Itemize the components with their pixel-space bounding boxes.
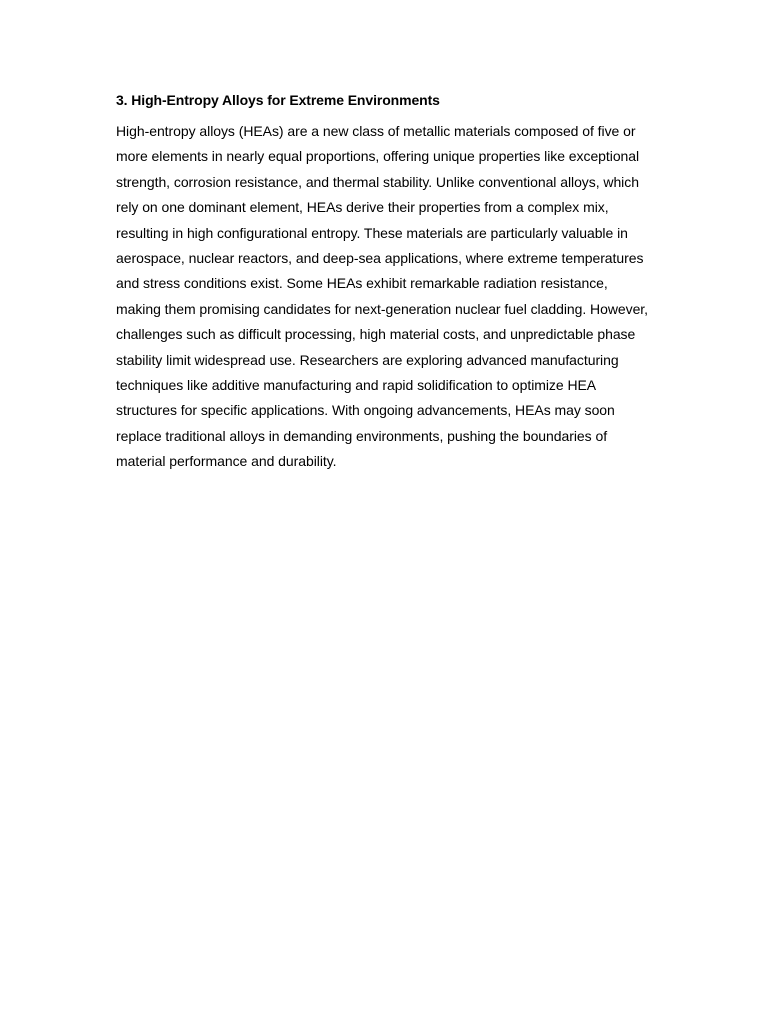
section-heading: 3. High-Entropy Alloys for Extreme Environments (116, 92, 440, 108)
document-content (116, 90, 656, 475)
body-paragraph: High-entropy alloys (HEAs) are a new class of metallic materials composed of five or more elements in nearly equal proportions, offering unique properties like exceptional strength, corrosion resistance, and thermal stability. Unlike conventional alloys, which rely on one dominant element, HEAs derive their properties from a complex mix, resulting in high configurational entropy. These materials are particularly valuable in aerospace, nuclear reactors, and deep-sea applications, where extreme temperatures and stress conditions exist. Some HEAs exhibit remarkable radiation resistance, making them promising candidates for next-generation nuclear fuel cladding. However, challenges such as difficult processing, high material costs, and unpredictable phase stability limit widespread use. Researchers are exploring advanced manufacturing techniques like additive manufacturing and rapid solidification to optimize HEA structures for specific applications. With ongoing advancements, HEAs may soon replace traditional alloys in demanding environments, pushing the boundaries of material performance and durability. (116, 123, 648, 470)
